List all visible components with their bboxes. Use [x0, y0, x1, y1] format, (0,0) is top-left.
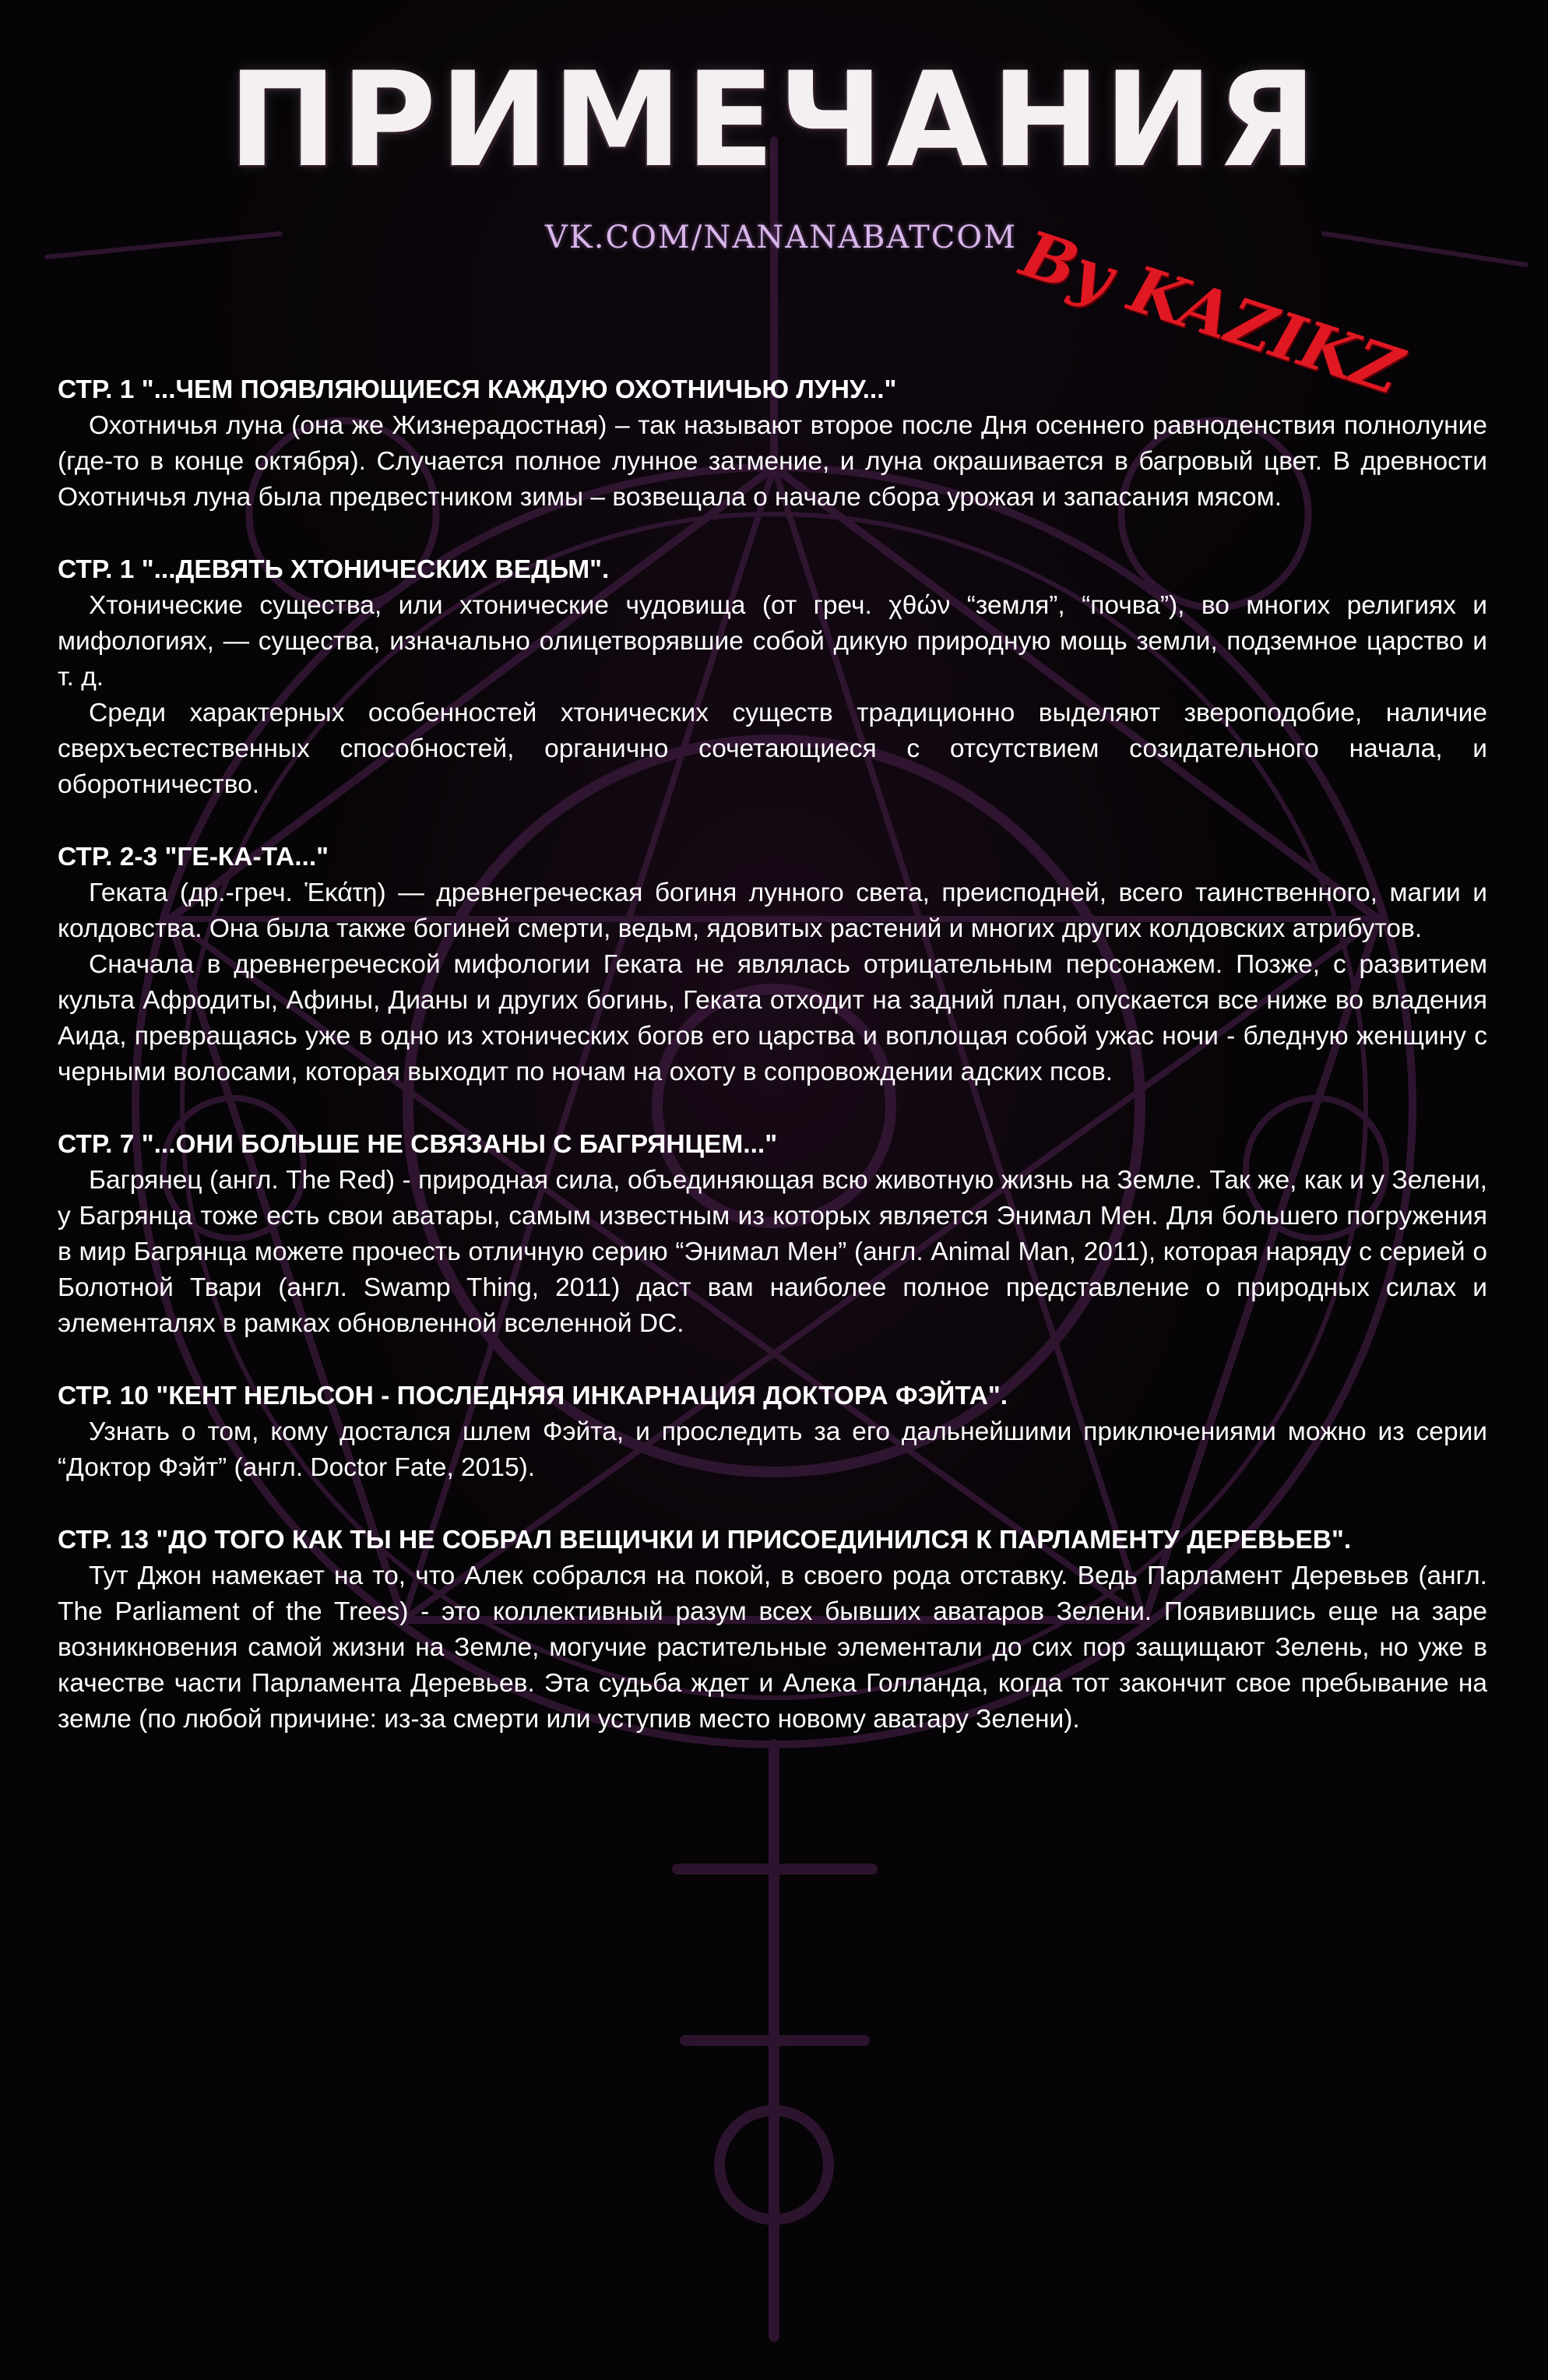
note-title: СТР. 2-3 "ГЕ-КА-ТА..." — [58, 843, 329, 871]
note-title: СТР. 10 "КЕНТ НЕЛЬСОН - ПОСЛЕДНЯЯ ИНКАРНАЦИЯ ДОКТОРА ФЭЙТА". — [58, 1382, 1008, 1410]
note-paragraph: Тут Джон намекает на то, что Алек собрался на покой, в своего рода отставку. Ведь Парламент Деревьев (англ. The Parliament of the Trees) - это коллективный разум всех бывших аватаров Зелени. Появившись еще на заре возникновения самой жизни на Земле, могучие растительные элементали до сих пор защищают Зелень, но уже в качестве части Парламента Деревьев. Эта судьба ждет и Алека Голланда, когда тот закончит свое пребывание на земле (по любой причине: из-за смерти или уступив место новому аватару Зелени). — [58, 1561, 1487, 1734]
note-paragraph: Узнать о том, кому достался шлем Фэйта, и проследить за его дальнейшими приключениями можно из серии “Доктор Фэйт” (англ. Doctor Fate, 2015). — [58, 1417, 1487, 1482]
page-title: ПРИМЕЧАНИЯ — [227, 44, 1321, 196]
note-paragraph: Сначала в древнегреческой мифологии Геката не являлась отрицательным персонажем. Позже, с развитием культа Афродиты, Афины, Дианы и других богинь, Геката отходит на задний план, опускается все ниже во владения Аида, превращаясь уже в одно из хтонических богов его царства и воплощая собой ужас ночи - бледную женщину с черными волосами, которая выходит по ночам на охоту в сопровождении адских псов. — [58, 950, 1487, 1086]
note-title: СТР. 13 "ДО ТОГО КАК ТЫ НЕ СОБРАЛ ВЕЩИЧКИ И ПРИСОЕДИНИЛСЯ К ПАРЛАМЕНТУ ДЕРЕВЬЕВ". — [58, 1526, 1352, 1554]
note — [58, 840, 1487, 1090]
note-paragraph: Среди характерных особенностей хтонических существ традиционно выделяют звероподобие, наличие сверхъестественных способностей, органично сочетающиеся с отсутствием созидательного начала, и оборотничество. — [58, 699, 1487, 799]
note-paragraph: Охотничья луна (она же Жизнерадостная) – так называют второе после Дня осеннего равноденствия полнолуние (где-то в конце октября). Случается полное лунное затмение, и луна окрашивается в багровый цвет. В древности Охотничья луна была предвестником зимы – возвещала о начале сбора урожая и запасания мясом. — [58, 411, 1487, 512]
note-paragraph: Хтонические существа, или хтонические чудовища (от греч. χθών “земля”, “почва”), во многих религиях и мифологиях, — существа, изначально олицетворявшие собой дикую природную мощь земли, подземное царство и т. д. — [58, 591, 1487, 692]
note-paragraph: Геката (др.-греч. Ἑκάτη) — древнегреческая богиня лунного света, преисподней, всего таинственного, магии и колдовства. Она была также богиней смерти, ведьм, ядовитых растений и многих других колдовских атрибутов. — [58, 878, 1487, 943]
note — [58, 1523, 1487, 1737]
note — [58, 1378, 1487, 1486]
notes-list — [58, 372, 1487, 1774]
note-paragraph: Багрянец (англ. The Red) - природная сила, объединяющая всю животную жизнь на Земле. Так же, как и у Зелени, у Багрянца тоже есть свои аватары, самым известным из которых является Энимал Мен. Для большего погружения в мир Багрянца можете прочесть отличную серию “Энимал Мен” (англ. Animal Man, 2011), которая наряду с серией о Болотной Твари (англ. Swamp Thing, 2011) даст вам наиболее полное представление о природных силах и элементалях в рамках обновленной вселенной DC. — [58, 1166, 1487, 1338]
note-title: СТР. 7 "...ОНИ БОЛЬШЕ НЕ СВЯЗАНЫ С БАГРЯНЦЕМ..." — [58, 1130, 778, 1159]
vk-link[interactable]: VK.COM/NANANABATCOM — [545, 220, 1018, 255]
note — [58, 552, 1487, 803]
note-title: СТР. 1 "...ДЕВЯТЬ ХТОНИЧЕСКИХ ВЕДЬМ". — [58, 555, 610, 584]
signature: By KAZIKZ — [1012, 217, 1411, 410]
note-title: СТР. 1 "...ЧЕМ ПОЯВЛЯЮЩИЕСЯ КАЖДУЮ ОХОТНИЧЬЮ ЛУНУ..." — [58, 375, 897, 404]
note — [58, 372, 1487, 516]
note — [58, 1127, 1487, 1342]
